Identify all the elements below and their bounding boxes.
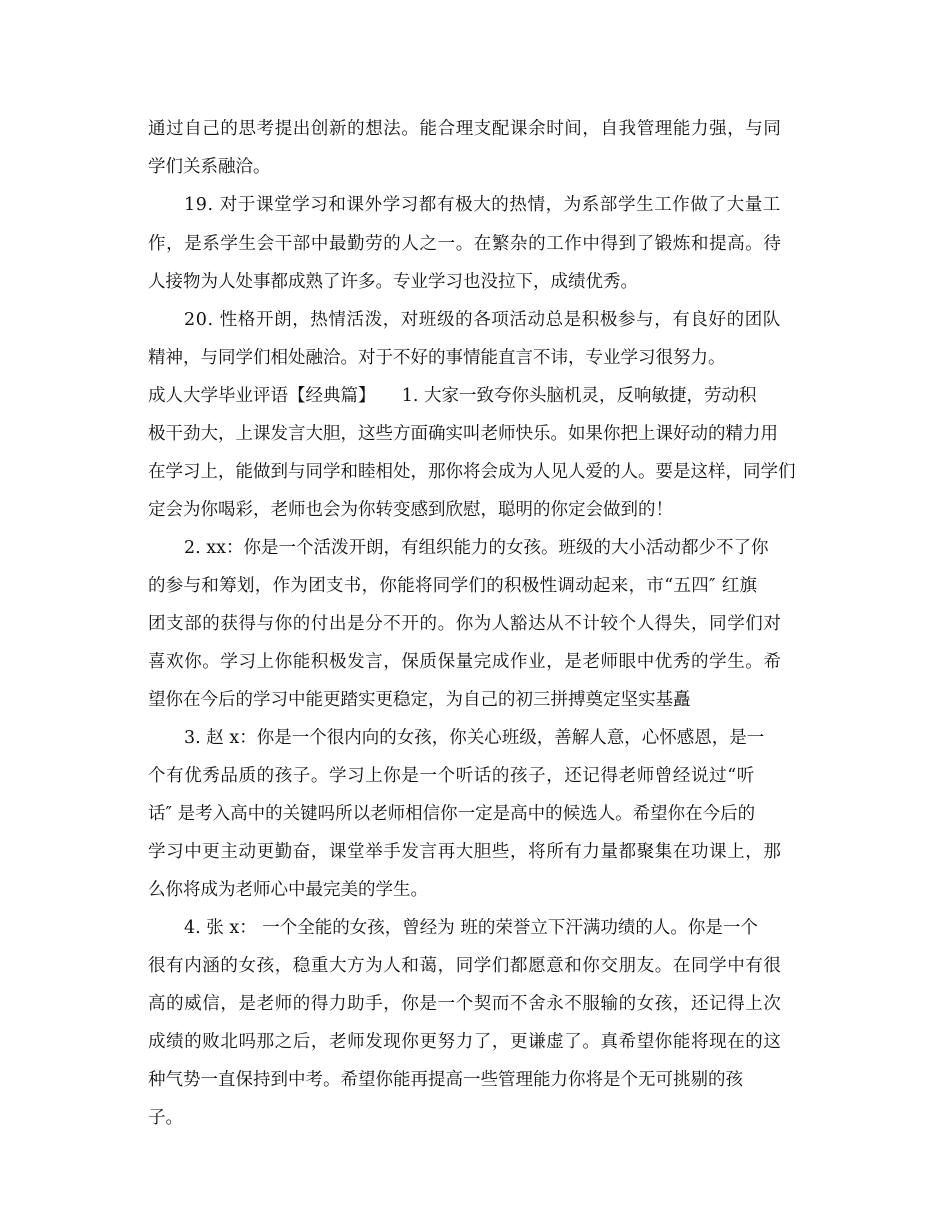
paragraph-4-line: 4. 张 x： 一个全能的女孩，曾经为 班的荣誉立下汗满功绩的人。你是一个 [184, 918, 758, 938]
text-line: 学习中更主动更勤奋，课堂举手发言再大胆些，将所有力量都聚集在功课上，那 [148, 842, 782, 862]
text-line: 成绩的败北吗那之后，老师发现你更努力了，更谦虚了。真希望你能将现在的这 [148, 1032, 782, 1052]
text-line: 定会为你喝彩，老师也会为你转变感到欣慰，聪明的你定会做到的！ [148, 500, 673, 520]
text-line: 精神，与同学们相处融洽。对于不好的事情能直言不讳，专业学习很努力。 [148, 348, 726, 368]
text-line: 人接物为人处事都成熟了许多。专业学习也没拉下，成绩优秀。 [148, 272, 638, 292]
text-line: 喜欢你。学习上你能积极发言，保质保量完成作业，是老师眼中优秀的学生。希 [148, 652, 782, 672]
text-line: 望你在今后的学习中能更踏实更稳定，为自己的初三拼搏奠定坚实基矗 [148, 690, 691, 710]
text-line: 的参与和筹划，作为团支书，你能将同学们的积极性调动起来，市“五四″ 红旗 [148, 576, 758, 596]
paragraph-3-line: 3. 赵 x：你是一个很内向的女孩，你关心班级，善解人意，心怀感恩，是一 [184, 728, 765, 748]
text-line: 团支部的获得与你的付出是分不开的。你为人豁达从不计较个人得失，同学们对 [148, 614, 782, 634]
text-line: 么你将成为老师心中最完美的学生。 [148, 880, 428, 900]
text-line: 在学习上，能做到与同学和睦相处，那你将会成为人见人爱的人。要是这样，同学们 [148, 462, 796, 482]
text-line: 通过自己的思考提出创新的想法。能合理支配课余时间，自我管理能力强，与同 [148, 119, 782, 139]
paragraph-2-line: 2. xx：你是一个活泼开朗，有组织能力的女孩。班级的大小活动都少不了你 [184, 538, 769, 558]
text-line: 极干劲大，上课发言大胆，这些方面确实叫老师快乐。如果你把上课好动的精力用 [148, 424, 778, 444]
section-heading-line: 成人大学毕业评语【经典篇】 1. 大家一致夸你头脑机灵，反响敏捷，劳动积 [148, 386, 757, 406]
text-line: 种气势一直保持到中考。希望你能再提高一些管理能力你将是个无可挑剔的孩 [148, 1070, 743, 1090]
text-line: 话″ 是考入高中的关键吗所以老师相信你一定是高中的候选人。希望你在今后的 [148, 804, 756, 824]
paragraph-20-line: 20. 性格开朗，热情活泼，对班级的各项活动总是积极参与，有良好的团队 [184, 310, 781, 330]
text-line: 高的威信，是老师的得力助手，你是一个契而不舍永不服输的女孩，还记得上次 [148, 994, 782, 1014]
paragraph-19-line: 19. 对于课堂学习和课外学习都有极大的热情，为系部学生工作做了大量工 [184, 195, 781, 215]
text-line: 学们关系融洽。 [148, 157, 271, 177]
text-line: 作，是系学生会干部中最勤劳的人之一。在繁杂的工作中得到了锻炼和提高。待 [148, 234, 782, 254]
text-line: 个有优秀品质的孩子。学习上你是一个听话的孩子，还记得老师曾经说过“听 [148, 766, 755, 786]
text-line: 很有内涵的女孩，稳重大方为人和蔼，同学们都愿意和你交朋友。在同学中有很 [148, 956, 782, 976]
text-line: 子。 [148, 1108, 183, 1128]
